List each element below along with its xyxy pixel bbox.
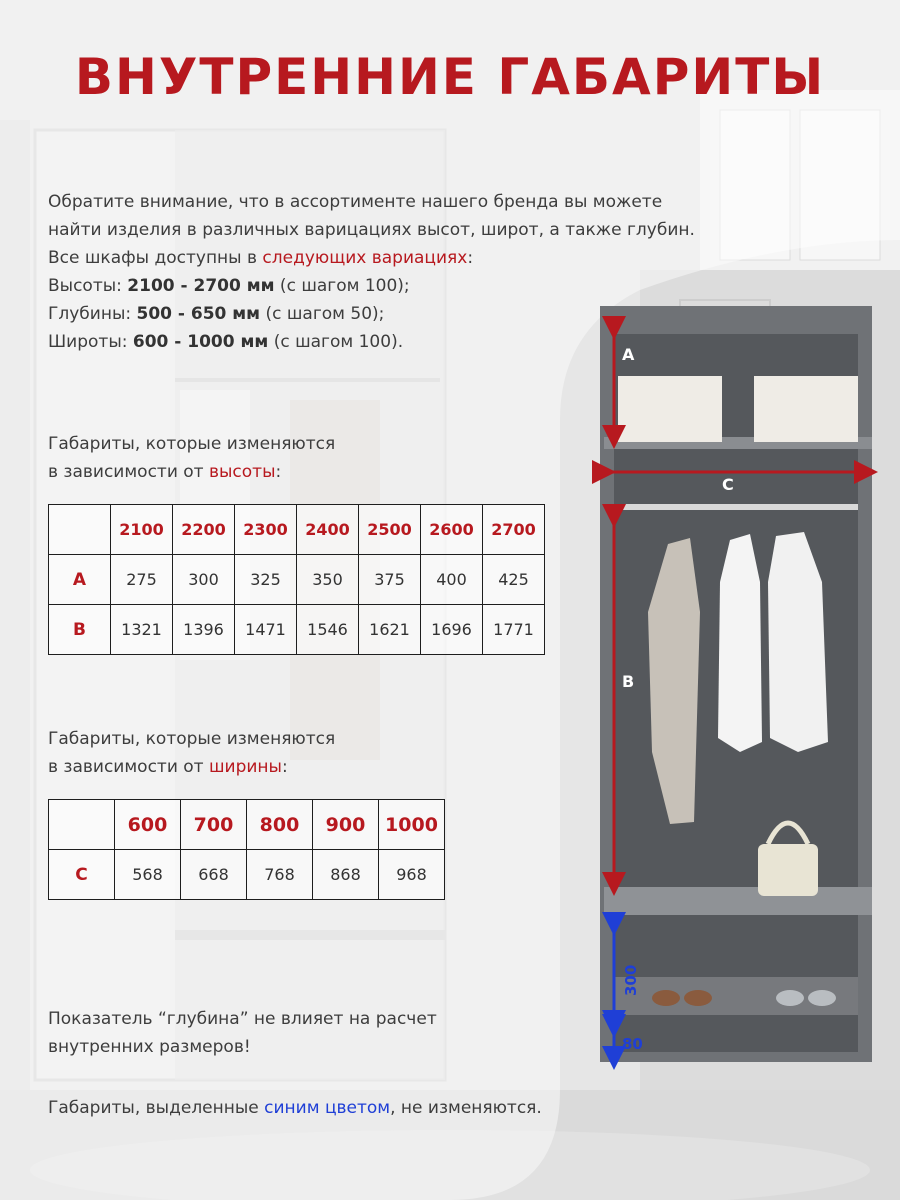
table-cell: 425 [483,555,545,605]
height-highlight: высоты [208,462,276,482]
height-header-cell: 2200 [173,505,235,555]
height-header-cell: 2700 [483,505,545,555]
table-cell: 968 [379,850,445,900]
table-cell: 300 [173,555,235,605]
shoe [652,990,680,1006]
blue-note-start: Габариты, выделенные [48,1098,265,1118]
row-label-a: A [49,555,111,605]
page-title: ВНУТРЕННИЕ ГАБАРИТЫ [74,48,826,106]
blue-note [48,1094,542,1122]
width-caption-line-1: Габариты, которые изменяются [48,729,336,749]
wardrobe-diagram [590,282,890,1072]
table-corner-cell [49,505,111,555]
widths-value: 600 - 1000 мм [132,332,269,352]
shoe [808,990,836,1006]
row-label-b: B [49,605,111,655]
table-cell: 1621 [359,605,421,655]
table-cell: 1696 [421,605,483,655]
dimension-b-label: B [622,672,635,691]
height-table [48,504,545,655]
table-cell: 325 [235,555,297,605]
height-caption-line-1: Габариты, которые изменяются [48,434,336,454]
row-label-c: C [49,850,115,900]
width-header-cell: 600 [115,800,181,850]
dimension-c-label: C [722,475,734,494]
widths-step: (с шагом 100). [268,332,404,352]
width-caption-line-2 [48,753,335,781]
width-caption-start: в зависимости от [48,757,209,777]
table-cell: 1546 [297,605,359,655]
table-cell: 768 [247,850,313,900]
table-cell: 668 [181,850,247,900]
intro-line-1: Обратите внимание, что в ассортименте нашего бренда вы можете [48,192,663,212]
dimension-300-label: 300 [622,964,640,996]
table-cell: 568 [115,850,181,900]
table-row [49,850,445,900]
width-header-cell: 700 [181,800,247,850]
blue-note-end: , не изменяются. [390,1098,542,1118]
dimension-80-label: 80 [622,1035,643,1053]
intro-line-3-start: Все шкафы доступны в [48,248,263,268]
height-header-cell: 2300 [235,505,297,555]
height-caption-end: : [275,462,282,482]
height-caption-line-2 [48,458,335,486]
depth-note [48,1005,437,1061]
table-cell: 350 [297,555,359,605]
width-header-cell: 1000 [379,800,445,850]
height-header-cell: 2100 [111,505,173,555]
table-row [49,555,545,605]
width-caption-end: : [281,757,288,777]
handbag [758,844,818,896]
width-table [48,799,445,900]
table-cell: 1321 [111,605,173,655]
hanging-rail [614,504,858,510]
height-header-cell: 2400 [297,505,359,555]
table-cell: 400 [421,555,483,605]
table-cell: 868 [313,850,379,900]
white-shirt [718,534,762,752]
storage-box [618,376,722,442]
height-table-header-row [49,505,545,555]
height-header-cell: 2600 [421,505,483,555]
table-cell: 1396 [173,605,235,655]
dimension-a-label: A [622,345,635,364]
table-cell: 1771 [483,605,545,655]
table-row [49,605,545,655]
width-section-caption [48,725,335,781]
widths-label: Широты: [48,332,133,352]
width-table-header-row [49,800,445,850]
intro-line-3 [48,244,695,272]
shoe [776,990,804,1006]
heights-label: Высоты: [48,276,128,296]
depths-value: 500 - 650 мм [136,304,261,324]
depth-note-line-2: внутренних размеров! [48,1037,251,1057]
lower-shelf [604,887,872,915]
variations-highlight: следующих вариациях [262,248,468,268]
table-cell: 1471 [235,605,297,655]
storage-box [754,376,858,442]
shoe [684,990,712,1006]
width-header-cell: 900 [313,800,379,850]
table-corner-cell [49,800,115,850]
height-caption-start: в зависимости от [48,462,209,482]
table-cell: 375 [359,555,421,605]
intro-line-2: найти изделия в различных варицациях высот, широт, а также глубин. [48,220,695,240]
width-header-cell: 800 [247,800,313,850]
heights-value: 2100 - 2700 мм [127,276,275,296]
heights-step: (с шагом 100); [274,276,410,296]
depths-label: Глубины: [48,304,137,324]
height-header-cell: 2500 [359,505,421,555]
height-section-caption [48,430,335,486]
intro-line-3-end: : [467,248,474,268]
width-highlight: ширины [208,757,282,777]
depth-note-line-1: Показатель “глубина” не влияет на расчет [48,1009,437,1029]
depths-step: (с шагом 50); [260,304,385,324]
blue-highlight: синим цветом [264,1098,391,1118]
table-cell: 275 [111,555,173,605]
